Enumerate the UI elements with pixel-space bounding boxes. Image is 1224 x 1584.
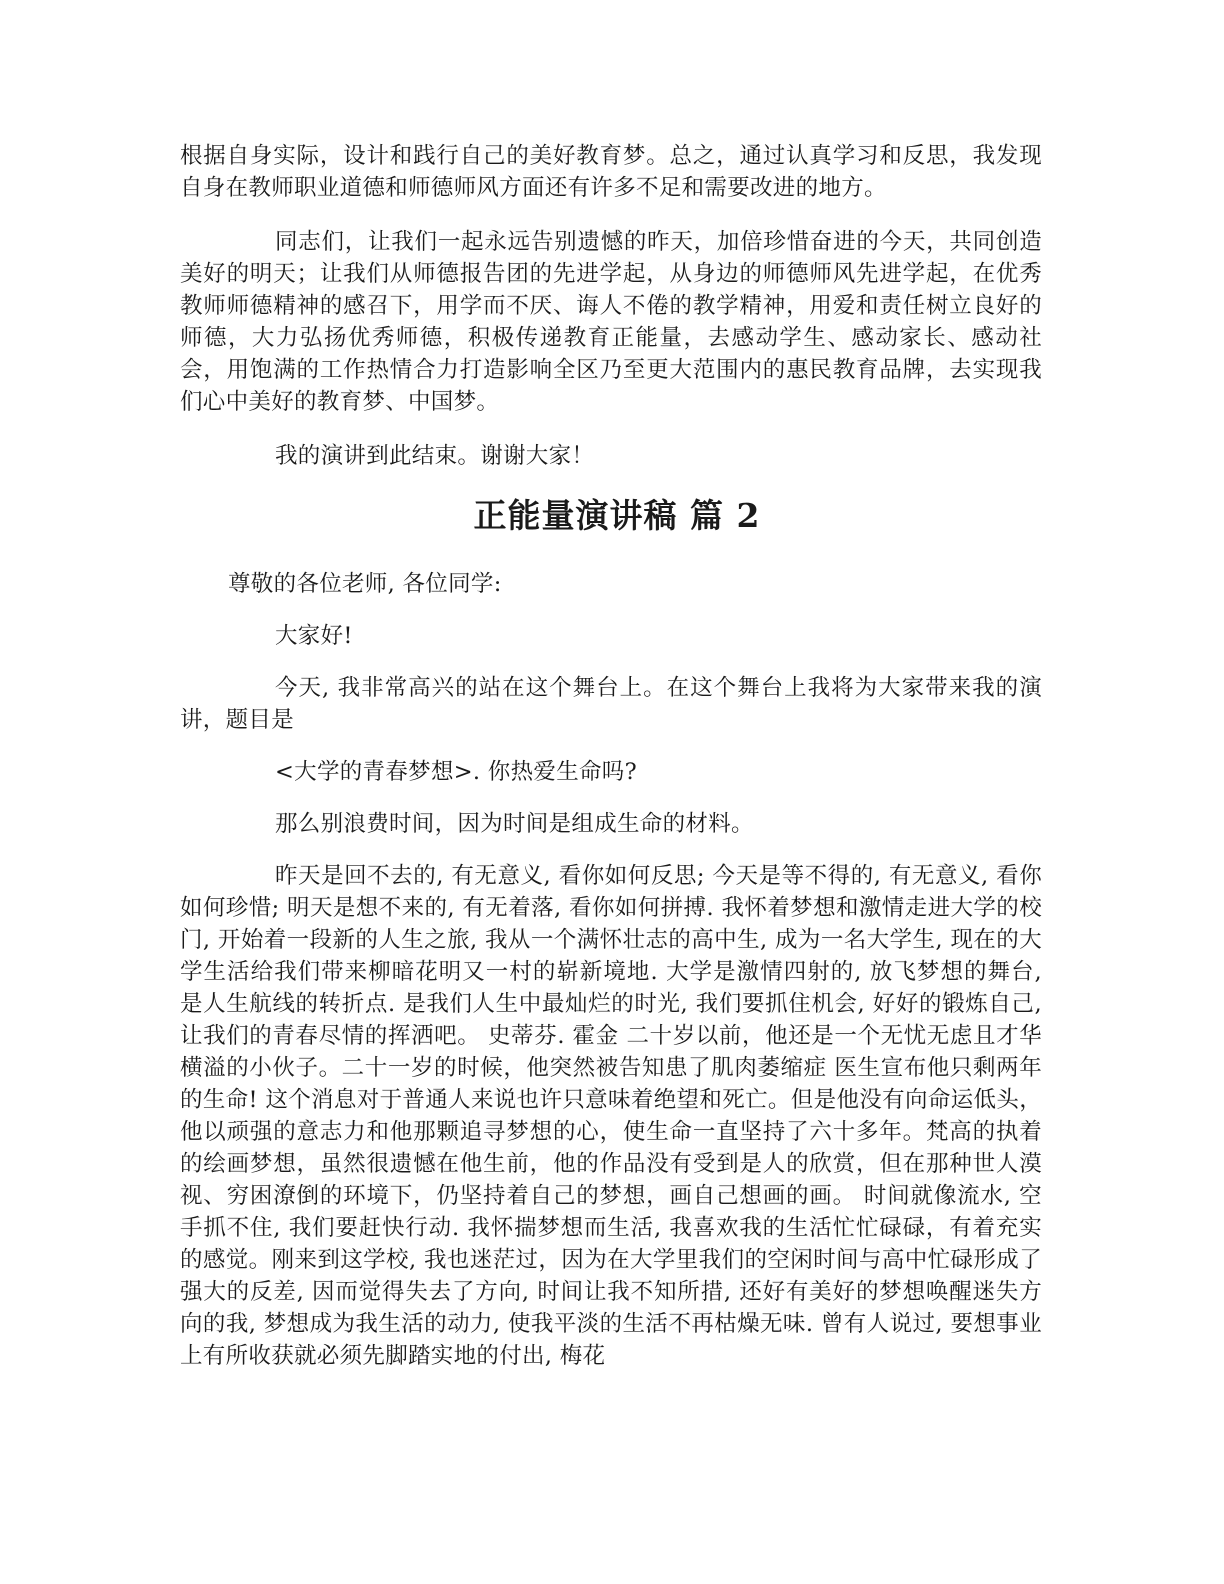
paragraph-hello: 大家好! [275, 623, 353, 649]
paragraph-time: 那么别浪费时间，因为时间是组成生命的材料。 [275, 811, 754, 837]
section-title: 正能量演讲稿 篇 2 [473, 496, 761, 535]
paragraph-intro: 今天, 我非常高兴的站在这个舞台上。在这个舞台上我将为大家带来我的演讲，题目是 [180, 675, 1042, 733]
paragraph-closing: 我的演讲到此结束。谢谢大家！ [275, 443, 595, 469]
paragraph-comrades: 同志们，让我们一起永远告别遗憾的昨天，加倍珍惜奋进的今天，共同创造美好的明天；让我们从师德报告团的先进学起，从身边的师德师风先进学起，在优秀教师师德精神的感召下，用学而不厌、诲人不倦的教学精神，用爱和责任树立良好的师德，大力弘扬优秀师德，积极传递教育正能量，去感动学生、感动家长、感动社会，用饱满的工作热情合力打造影响全区乃至更大范围内的惠民教育品牌，去实现我们心中美好的教育梦、中国梦。 [180, 229, 1042, 415]
paragraph-topic: <大学的青春梦想>. 你热爱生命吗? [275, 759, 637, 785]
greeting-line: 尊敬的各位老师, 各位同学: [228, 571, 502, 597]
document-page [180, 140, 1042, 1372]
paragraph-main-body: 昨天是回不去的, 有无意义, 看你如何反思; 今天是等不得的, 有无意义, 看你如何珍惜; 明天是想不来的, 有无着落, 看你如何拼搏. 我怀着梦想和激情走进大学的校门, 开始着一段新的人生之旅, 我从一个满怀壮志的高中生, 成为一名大学生, 现在的大学生活给我们带来柳暗花明又一村的崭新境地. 大学是激情四射的, 放飞梦想的舞台, 是人生航线的转折点. 是我们人生中最灿烂的时光, 我们要抓住机会, 好好的锻炼自己, 让我们的青春尽情的挥洒吧。 史蒂芬. 霍金 二十岁以前，他还是一个无忧无虑且才华横溢的小伙子。二十一岁的时候，他突然被告知患了肌肉萎缩症 医生宣布他只剩两年的生命! 这个消息对于普通人来说也许只意味着绝望和死亡。但是他没有向命运低头，他以顽强的意志力和他那颗追寻梦想的心，使生命一直坚持了六十多年。梵高的执着的绘画梦想，虽然很遗憾在他生前，他的作品没有受到是人的欣赏，但在那种世人漠视、穷困潦倒的环境下，仍坚持着自己的梦想，画自己想画的画。 时间就像流水, 空手抓不住, 我们要赶快行动. 我怀揣梦想而生活, 我喜欢我的生活忙忙碌碌，有着充实的感觉。刚来到这学校, 我也迷茫过，因为在大学里我们的空闲时间与高中忙碌形成了强大的反差, 因而觉得失去了方向, 时间让我不知所措, 还好有美好的梦想唤醒迷失方向的我, 梦想成为我生活的动力, 使我平淡的生活不再枯燥无味. 曾有人说过, 要想事业上有所收获就必须先脚踏实地的付出, 梅花 [180, 863, 1042, 1369]
paragraph-continuation: 根据自身实际，设计和践行自己的美好教育梦。总之，通过认真学习和反思，我发现自身在教师职业道德和师德师风方面还有许多不足和需要改进的地方。 [180, 143, 1042, 201]
